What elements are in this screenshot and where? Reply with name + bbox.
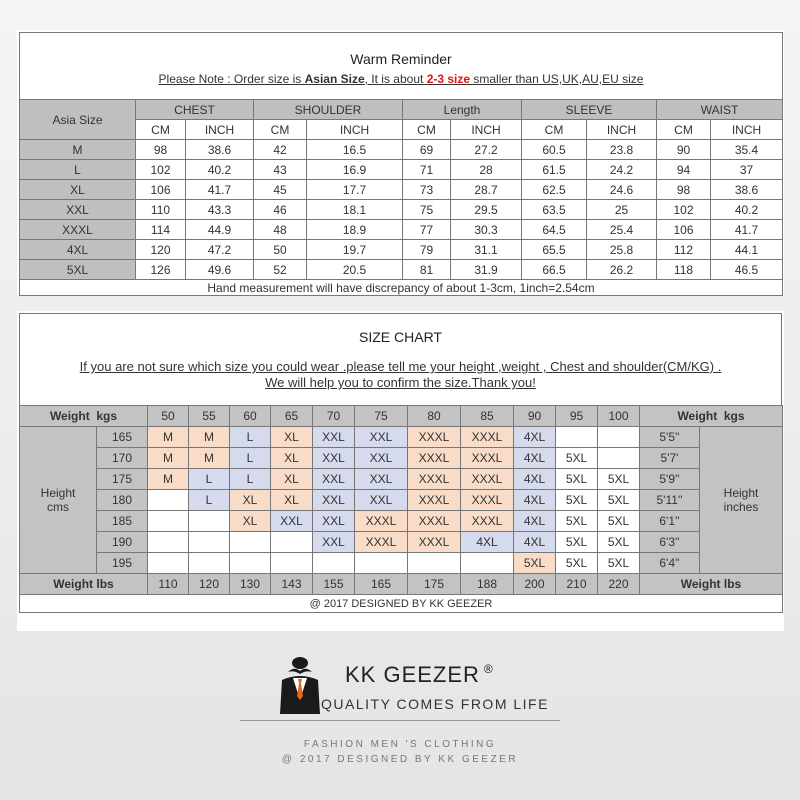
measure-group-header: CHEST xyxy=(136,100,254,120)
measure-value: 18.1 xyxy=(307,200,403,220)
measure-value: 46.5 xyxy=(711,260,783,280)
height-inches-label: Height inches xyxy=(700,427,783,574)
height-inch-value: 6'1'' xyxy=(640,511,700,532)
note-mid: , It is about xyxy=(364,72,427,86)
size-cell: 4XL xyxy=(514,427,556,448)
measure-footnote-row xyxy=(20,280,783,296)
weight-lbs-row xyxy=(20,574,783,595)
size-cell: XXXL xyxy=(408,490,461,511)
size-cell: 5XL xyxy=(598,532,640,553)
size-cell: 5XL xyxy=(556,511,598,532)
measure-value: 49.6 xyxy=(186,260,254,280)
measure-value: 25 xyxy=(587,200,657,220)
size-cell: XL xyxy=(230,511,271,532)
measure-value: 26.2 xyxy=(587,260,657,280)
height-inch-value: 6'3'' xyxy=(640,532,700,553)
measure-value: 44.9 xyxy=(186,220,254,240)
size-cell: 5XL xyxy=(598,553,640,574)
weight-kg-value: 55 xyxy=(189,406,230,427)
measure-value: 106 xyxy=(136,180,186,200)
weight-kg-value: 60 xyxy=(230,406,271,427)
size-cell: 5XL xyxy=(598,511,640,532)
measure-value: 69 xyxy=(403,140,451,160)
measure-value: 27.2 xyxy=(451,140,522,160)
measure-value: 16.5 xyxy=(307,140,403,160)
size-cell: L xyxy=(230,427,271,448)
size-cell: M xyxy=(148,448,189,469)
size-cell: XXL xyxy=(313,469,355,490)
measure-value: 18.9 xyxy=(307,220,403,240)
measure-value: 71 xyxy=(403,160,451,180)
size-cell: 4XL xyxy=(461,532,514,553)
height-cm-value: 195 xyxy=(97,553,148,574)
measure-value: 77 xyxy=(403,220,451,240)
measure-value: 25.8 xyxy=(587,240,657,260)
unit-header: CM xyxy=(136,120,186,140)
measure-value: 35.4 xyxy=(711,140,783,160)
size-chart-row xyxy=(20,469,783,490)
height-inch-value: 5'11'' xyxy=(640,490,700,511)
size-cell: L xyxy=(230,448,271,469)
note-asian-size: Asian Size xyxy=(304,72,365,86)
unit-header: INCH xyxy=(186,120,254,140)
measure-value: 41.7 xyxy=(186,180,254,200)
size-chart-instruction-1: If you are not sure which size you could wear .please tell me your height ,weight , Chest and shoulder(CM/KG) . xyxy=(79,359,722,374)
measure-value: 98 xyxy=(657,180,711,200)
measure-value: 65.5 xyxy=(522,240,587,260)
fashion-caption: FASHION MEN 'S CLOTHING xyxy=(303,739,497,750)
size-cell: XXXL xyxy=(408,469,461,490)
measure-value: 102 xyxy=(657,200,711,220)
measure-value: 81 xyxy=(403,260,451,280)
height-cm-value: 175 xyxy=(97,469,148,490)
size-cell: XXXL xyxy=(408,448,461,469)
size-cell: XL xyxy=(271,427,313,448)
weight-kgs-row xyxy=(20,406,783,427)
size-cell xyxy=(189,532,230,553)
size-cell: 5XL xyxy=(556,448,598,469)
measure-group-header: Length xyxy=(403,100,522,120)
size-cell: XXXL xyxy=(355,511,408,532)
measure-value: 60.5 xyxy=(522,140,587,160)
measure-value: 43 xyxy=(254,160,307,180)
note-prefix: Please Note : Order size is xyxy=(158,72,305,86)
size-chart-row xyxy=(20,532,783,553)
measure-value: 62.5 xyxy=(522,180,587,200)
measure-value: 75 xyxy=(403,200,451,220)
size-cell xyxy=(230,553,271,574)
size-chart-row xyxy=(20,511,783,532)
measure-value: 40.2 xyxy=(711,200,783,220)
size-cell: XXXL xyxy=(461,469,514,490)
size-cell: XXXL xyxy=(20,220,136,240)
height-inch-value: 6'4'' xyxy=(640,553,700,574)
size-cell: XXL xyxy=(271,511,313,532)
measure-value: 43.3 xyxy=(186,200,254,220)
measure-value: 30.3 xyxy=(451,220,522,240)
measure-value: 118 xyxy=(657,260,711,280)
size-chart-row xyxy=(20,427,783,448)
measure-value: 110 xyxy=(136,200,186,220)
weight-kgs-label-right: Weight kgs xyxy=(640,406,783,427)
size-cell: XXL xyxy=(355,490,408,511)
weight-lb-value: 175 xyxy=(408,574,461,595)
weight-lbs-label-right: Weight lbs xyxy=(640,574,783,595)
size-cell: 5XL xyxy=(514,553,556,574)
measure-value: 73 xyxy=(403,180,451,200)
measure-row xyxy=(20,240,783,260)
brand-divider xyxy=(240,720,560,721)
size-cell xyxy=(271,553,313,574)
measure-value: 17.7 xyxy=(307,180,403,200)
size-cell: XXXL xyxy=(461,427,514,448)
measure-value: 41.7 xyxy=(711,220,783,240)
size-cell: XXL xyxy=(355,427,408,448)
measure-value: 66.5 xyxy=(522,260,587,280)
measure-value: 25.4 xyxy=(587,220,657,240)
size-cell: XXXL xyxy=(355,532,408,553)
size-cell: XXXL xyxy=(461,448,514,469)
height-inch-value: 5'5'' xyxy=(640,427,700,448)
weight-kg-value: 70 xyxy=(313,406,355,427)
measure-value: 16.9 xyxy=(307,160,403,180)
order-size-note xyxy=(20,72,782,86)
size-cell: XXL xyxy=(313,532,355,553)
weight-lb-value: 220 xyxy=(598,574,640,595)
measure-value: 40.2 xyxy=(186,160,254,180)
size-cell xyxy=(148,490,189,511)
weight-kgs-label: Weight kgs xyxy=(20,406,148,427)
size-cell: M xyxy=(20,140,136,160)
measure-value: 28.7 xyxy=(451,180,522,200)
measure-value: 114 xyxy=(136,220,186,240)
size-cell xyxy=(598,427,640,448)
size-cell: L xyxy=(20,160,136,180)
designed-by-caption: @ 2017 DESIGNED BY KK GEEZER xyxy=(281,754,519,765)
size-cell: XXL xyxy=(20,200,136,220)
size-chart-card xyxy=(17,311,784,631)
measure-value: 120 xyxy=(136,240,186,260)
weight-kg-value: 65 xyxy=(271,406,313,427)
height-inch-value: 5'7' xyxy=(640,448,700,469)
gentleman-tuxedo-logo-icon xyxy=(278,656,322,716)
measure-value: 52 xyxy=(254,260,307,280)
weight-kg-value: 100 xyxy=(598,406,640,427)
size-cell: 5XL xyxy=(556,532,598,553)
height-cm-value: 180 xyxy=(97,490,148,511)
size-chart-header xyxy=(19,313,782,407)
measure-value: 126 xyxy=(136,260,186,280)
size-cell xyxy=(313,553,355,574)
size-chart-instruction-2: We will help you to confirm the size.Thank you! xyxy=(265,375,536,390)
size-cell: L xyxy=(230,469,271,490)
measure-value: 19.7 xyxy=(307,240,403,260)
measure-group-header: SHOULDER xyxy=(254,100,403,120)
weight-lb-value: 130 xyxy=(230,574,271,595)
weight-kg-value: 80 xyxy=(408,406,461,427)
weight-lb-value: 188 xyxy=(461,574,514,595)
weight-lb-value: 143 xyxy=(271,574,313,595)
height-cm-value: 185 xyxy=(97,511,148,532)
size-cell xyxy=(461,553,514,574)
measure-row xyxy=(20,180,783,200)
measure-group-header: SLEEVE xyxy=(522,100,657,120)
asia-size-header: Asia Size xyxy=(20,100,136,140)
size-cell: XXL xyxy=(313,490,355,511)
size-cell: M xyxy=(148,427,189,448)
weight-kg-value: 90 xyxy=(514,406,556,427)
size-cell: 5XL xyxy=(556,469,598,490)
measure-row xyxy=(20,140,783,160)
measurement-card xyxy=(17,30,784,296)
measure-value: 112 xyxy=(657,240,711,260)
measure-value: 64.5 xyxy=(522,220,587,240)
measure-value: 94 xyxy=(657,160,711,180)
unit-header: INCH xyxy=(307,120,403,140)
size-cell: XL xyxy=(20,180,136,200)
unit-header: CM xyxy=(657,120,711,140)
measure-value: 47.2 xyxy=(186,240,254,260)
height-inch-value: 5'9'' xyxy=(640,469,700,490)
unit-header: CM xyxy=(254,120,307,140)
height-cm-value: 170 xyxy=(97,448,148,469)
size-cell: M xyxy=(189,427,230,448)
weight-kg-value: 75 xyxy=(355,406,408,427)
measure-value: 61.5 xyxy=(522,160,587,180)
weight-lb-value: 210 xyxy=(556,574,598,595)
size-cell: 4XL xyxy=(514,532,556,553)
measure-value: 20.5 xyxy=(307,260,403,280)
height-cms-label: Height cms xyxy=(20,427,97,574)
size-cell xyxy=(271,532,313,553)
measure-value: 29.5 xyxy=(451,200,522,220)
weight-lb-value: 165 xyxy=(355,574,408,595)
size-cell: 5XL xyxy=(556,490,598,511)
measure-group-header: WAIST xyxy=(657,100,783,120)
measure-value: 31.9 xyxy=(451,260,522,280)
size-cell xyxy=(148,511,189,532)
size-chart-footer: @ 2017 DESIGNED BY KK GEEZER xyxy=(20,595,783,613)
size-cell: XXXL xyxy=(461,490,514,511)
size-cell: 4XL xyxy=(514,490,556,511)
warm-reminder-title: Warm Reminder xyxy=(350,51,452,67)
unit-header: INCH xyxy=(451,120,522,140)
size-chart-row xyxy=(20,553,783,574)
measure-value: 23.8 xyxy=(587,140,657,160)
size-cell: 5XL xyxy=(598,469,640,490)
size-cell xyxy=(598,448,640,469)
unit-header: INCH xyxy=(711,120,783,140)
size-cell: XL xyxy=(271,469,313,490)
measure-row xyxy=(20,220,783,240)
measure-value: 38.6 xyxy=(711,180,783,200)
size-chart-table xyxy=(19,405,783,613)
weight-kg-value: 95 xyxy=(556,406,598,427)
weight-lb-value: 110 xyxy=(148,574,189,595)
unit-header: INCH xyxy=(587,120,657,140)
measure-value: 98 xyxy=(136,140,186,160)
weight-lb-value: 200 xyxy=(514,574,556,595)
size-cell xyxy=(408,553,461,574)
height-cm-value: 190 xyxy=(97,532,148,553)
measure-value: 42 xyxy=(254,140,307,160)
note-size-diff: 2-3 size xyxy=(426,72,471,86)
measure-value: 90 xyxy=(657,140,711,160)
measure-value: 50 xyxy=(254,240,307,260)
weight-lb-value: 120 xyxy=(189,574,230,595)
size-cell: 5XL xyxy=(556,553,598,574)
measure-value: 106 xyxy=(657,220,711,240)
warm-reminder-header xyxy=(20,33,783,100)
brand-name xyxy=(345,662,494,688)
weight-lb-value: 155 xyxy=(313,574,355,595)
size-cell xyxy=(355,553,408,574)
size-chart-footer-row xyxy=(20,595,783,613)
measure-footnote: Hand measurement will have discrepancy of about 1-3cm, 1inch=2.54cm xyxy=(20,280,783,296)
note-suffix: smaller than US,UK,AU,EU size xyxy=(470,72,644,86)
size-chart-title: SIZE CHART xyxy=(359,329,442,345)
size-cell: 4XL xyxy=(514,448,556,469)
measure-value: 63.5 xyxy=(522,200,587,220)
measure-value: 31.1 xyxy=(451,240,522,260)
size-cell xyxy=(230,532,271,553)
measure-value: 102 xyxy=(136,160,186,180)
size-cell xyxy=(189,553,230,574)
measure-row xyxy=(20,200,783,220)
size-cell: M xyxy=(148,469,189,490)
size-cell: XXL xyxy=(313,511,355,532)
unit-header: CM xyxy=(522,120,587,140)
size-cell: XXXL xyxy=(461,511,514,532)
unit-header: CM xyxy=(403,120,451,140)
size-cell: XXL xyxy=(355,448,408,469)
size-cell: XXL xyxy=(355,469,408,490)
measure-value: 45 xyxy=(254,180,307,200)
measure-value: 24.2 xyxy=(587,160,657,180)
size-cell: XXXL xyxy=(408,532,461,553)
measure-value: 48 xyxy=(254,220,307,240)
registered-mark: ® xyxy=(483,662,494,676)
size-cell: XL xyxy=(230,490,271,511)
size-cell: M xyxy=(189,448,230,469)
measure-row xyxy=(20,160,783,180)
size-cell: XXL xyxy=(313,427,355,448)
weight-kg-value: 85 xyxy=(461,406,514,427)
size-cell xyxy=(556,427,598,448)
size-cell: 5XL xyxy=(598,490,640,511)
size-cell: L xyxy=(189,469,230,490)
size-cell: 4XL xyxy=(514,469,556,490)
weight-kg-value: 50 xyxy=(148,406,189,427)
measure-value: 38.6 xyxy=(186,140,254,160)
size-cell xyxy=(148,532,189,553)
size-cell xyxy=(189,511,230,532)
measure-value: 37 xyxy=(711,160,783,180)
size-cell: XXXL xyxy=(408,511,461,532)
brand-name-text: KK GEEZER xyxy=(345,662,480,687)
measure-value: 24.6 xyxy=(587,180,657,200)
size-cell xyxy=(148,553,189,574)
size-cell: 4XL xyxy=(514,511,556,532)
size-cell: XXL xyxy=(313,448,355,469)
measure-value: 44.1 xyxy=(711,240,783,260)
brand-tagline: QUALITY COMES FROM LIFE xyxy=(321,696,549,712)
measure-value: 79 xyxy=(403,240,451,260)
size-cell: XL xyxy=(271,448,313,469)
size-chart-row xyxy=(20,448,783,469)
height-cm-value: 165 xyxy=(97,427,148,448)
measure-value: 28 xyxy=(451,160,522,180)
measure-value: 46 xyxy=(254,200,307,220)
weight-lbs-label: Weight lbs xyxy=(20,574,148,595)
size-chart-row xyxy=(20,490,783,511)
size-cell: XXXL xyxy=(408,427,461,448)
size-cell: XL xyxy=(271,490,313,511)
measure-row xyxy=(20,260,783,280)
measurement-table xyxy=(19,32,783,296)
size-cell: 4XL xyxy=(20,240,136,260)
size-cell: 5XL xyxy=(20,260,136,280)
size-cell: L xyxy=(189,490,230,511)
